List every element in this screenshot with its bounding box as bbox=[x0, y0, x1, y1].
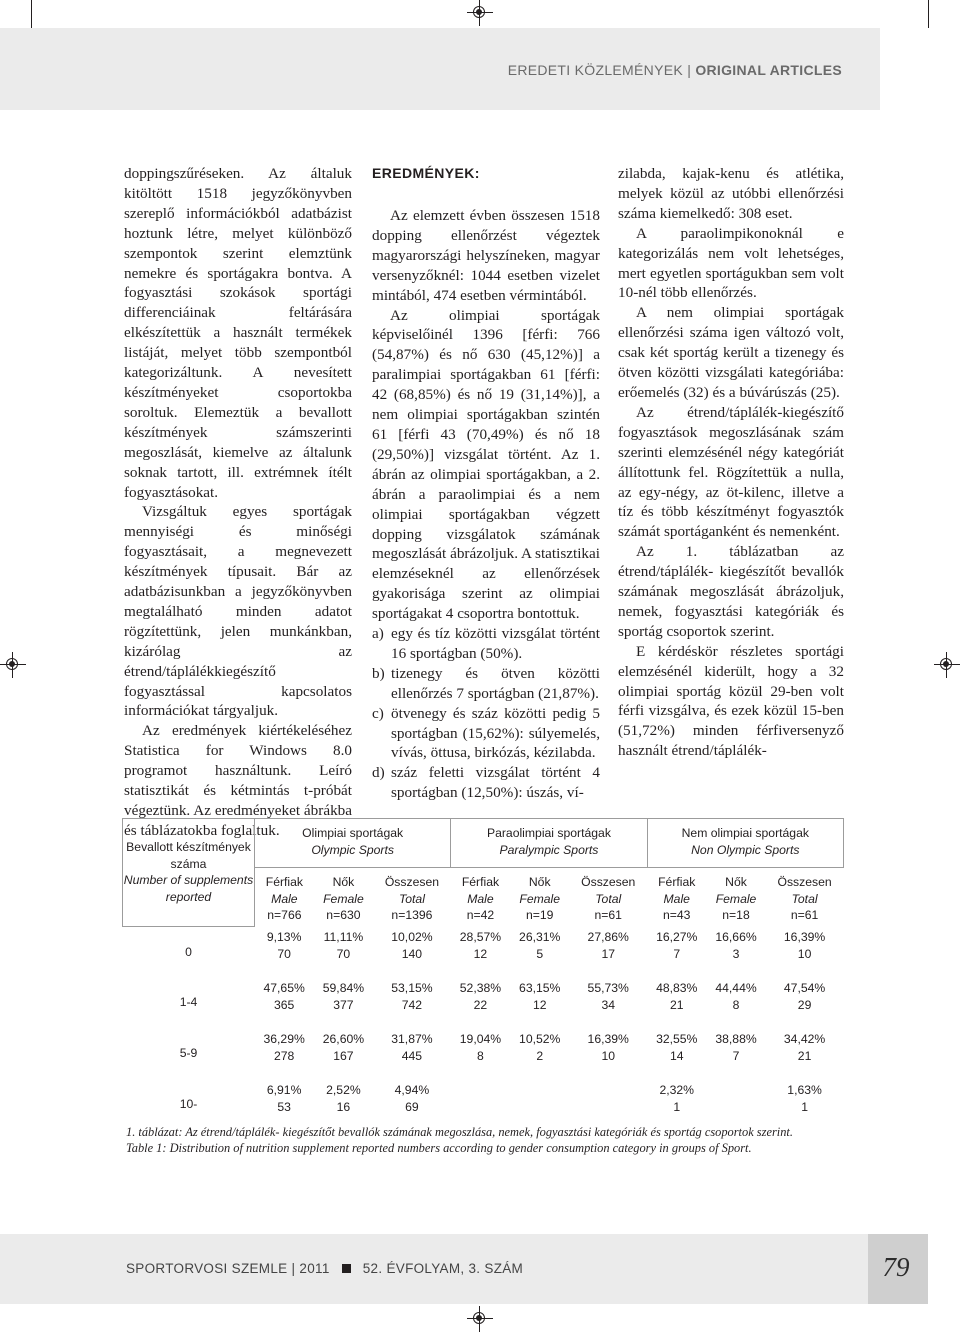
table-cell: 32,55% 14 bbox=[656, 1032, 698, 1063]
table-cell: 26,31% 5 bbox=[519, 930, 561, 961]
paragraph: A paraolimpikonoknál e kategorizálás nem volt lehetséges, mert egyetlen sportágukban sem volt 10-nél több ellenőrzés. bbox=[618, 224, 844, 302]
text-column-3 bbox=[618, 164, 844, 761]
footer-volume: 52. ÉVFOLYAM, 3. SZÁM bbox=[362, 1261, 524, 1276]
table-caption bbox=[126, 1124, 846, 1156]
paragraph: A nem olimpiai sportágak ellenőrzési száma igen változó volt, csak két sportág került a tizenegy és ötven közötti vizsgálati kategóriába: erőemelés (32) és a búvárúszás (25). bbox=[618, 304, 844, 401]
table-subheader-cell: Férfiak Male n=43 bbox=[658, 875, 696, 922]
list-item: a) egy és tíz közötti vizsgálat történt 16 sportágban (50%). bbox=[372, 625, 600, 662]
footer-year: 2011 bbox=[299, 1261, 330, 1276]
table-cell: 59,84% 377 bbox=[322, 981, 365, 1012]
table-cell: 4,94% 69 bbox=[394, 1083, 430, 1114]
table-row-label: 1-4 bbox=[179, 995, 198, 1010]
paragraph: Az elemzett évben összesen 1518 dopping ellenőrzést végeztek magyarországi helyszíneken, magyar versenyzőknél: 1044 esetben vizelet mintából, 474 esetben vérmintából. bbox=[372, 207, 600, 304]
table-cell: 28,57% 12 bbox=[459, 930, 502, 961]
table-row-label: 10- bbox=[179, 1097, 198, 1112]
list-item: b) tizenegy és ötven közötti ellenőrzés 7 sportágban (21,87%). bbox=[372, 664, 600, 702]
table-cell bbox=[706, 1079, 765, 1130]
registration-mark-right bbox=[934, 652, 960, 678]
table-cell: 19,04% 8 bbox=[459, 1032, 502, 1063]
category-list bbox=[372, 624, 600, 803]
table-cell: 44,44% 8 bbox=[715, 981, 757, 1012]
paragraph: Vizsgáltuk egyes sportágak mennyiségi és minőségi fogyasztásait, a megnevezett készítmények típusait. Bár az adatbázisunkban a jegyzőkönyvben megtalálható minden adatot rögzítettünk, jelen munkánkban, kizárólag az étrend/táplálékkiegészítő fogyasztással kapcsolatos információkat tárgyaljuk. bbox=[124, 503, 352, 720]
table-cell: 16,39% 10 bbox=[783, 930, 826, 961]
page-number: 79 bbox=[882, 1252, 910, 1282]
paragraph: Az olimpiai sportágak képviselőinél 1396 [férfi: 766 (54,87%) és nő 630 (45,12%)] a paralimpiai sportágakban 61 [férfi: 42 (68,85%) és nő 19 (31,14%)], a nem olimpiai sportágakban szintén 61 [férfi 43 (70,49%) és nő 18 (29,50%)] vizsgálat történt. Az 1. ábrán az olimpiai sportágakban, a 2. ábrán a paraolimpiai és a nem olimpiai sportágakban végzett dopping vizsgálatok számának megoszlását ábrázoljuk. A statisztikai elemzéseknél az ellenőrzések gyakorisága szerint az olimpiai sportágakat 4 csoportra bontottuk. bbox=[372, 306, 600, 623]
trim-line-left bbox=[31, 0, 32, 28]
table-row-label: 0 bbox=[185, 944, 192, 959]
table-cell: 11,11% 70 bbox=[323, 930, 364, 961]
paragraph: Az étrend/táplálék-kiegészítő fogyasztások megoszlásának szám szerinti elemzésénél négy kategóriát állítottunk fel. Rögzítettük a nulla, az egy-négy, az öt-kilenc, illetve a tíz és több készítményt fogyasztók számát sportáganként és nemenként. bbox=[618, 403, 844, 541]
table-row bbox=[123, 1079, 844, 1130]
list-item: d) száz feletti vizsgálat történt 4 sportágban (12,50%): úszás, ví- bbox=[372, 764, 600, 802]
registration-mark-top bbox=[467, 0, 493, 26]
table-cell: 48,83% 21 bbox=[656, 981, 698, 1012]
table-cell: 38,88% 7 bbox=[715, 1032, 757, 1063]
header-section: EREDETI KÖZLEMÉNYEK bbox=[507, 62, 683, 78]
paragraph: zilabda, kajak-kenu és atlétika, melyek közül az utóbbi ellenőrzési száma kiemelkedő: 308 eset. bbox=[618, 165, 844, 222]
table-subheader-cell: Összesen Total n=61 bbox=[581, 875, 636, 922]
text-column-2 bbox=[372, 164, 600, 803]
paragraph: Az eredmények kiértékeléséhez Statistica for Windows 8.0 programot használtunk. Leíró statisztikát és kétmintás t-próbát végeztünk. Az eredményeket ábrákba és táblázatokba foglaltuk. bbox=[124, 722, 352, 839]
table-group-non-olympic: Nem olimpiai sportágak Non Olympic Sports bbox=[647, 819, 843, 868]
table-group-paralympic: Paraolimpiai sportágak Paralympic Sports bbox=[451, 819, 647, 868]
trim-line-right bbox=[928, 0, 929, 28]
table-corner-header: Bevallott készítmények száma Number of supplements reported bbox=[123, 819, 255, 927]
table-cell: 2,32% 1 bbox=[659, 1083, 695, 1114]
table-row bbox=[123, 926, 844, 977]
table-cell: 1,63% 1 bbox=[787, 1083, 822, 1114]
table-cell: 31,87% 445 bbox=[391, 1032, 433, 1063]
table-cell: 63,15% 12 bbox=[519, 981, 561, 1012]
square-bullet-icon bbox=[342, 1264, 351, 1273]
table-cell: 27,86% 17 bbox=[587, 930, 629, 961]
table-subheader-cell: Összesen Total n=61 bbox=[777, 875, 832, 922]
table-subheader-cell: Nők Female n=18 bbox=[715, 875, 757, 922]
table-row bbox=[123, 977, 844, 1028]
registration-mark-bottom bbox=[467, 1306, 493, 1332]
registration-mark-left bbox=[0, 652, 26, 678]
table-subheader-cell: Nők Female n=630 bbox=[323, 875, 364, 922]
header-separator: | bbox=[687, 62, 692, 78]
table-cell: 16,27% 7 bbox=[656, 930, 698, 961]
table-subheader-cell: Összesen Total n=1396 bbox=[384, 875, 440, 922]
table-row bbox=[123, 1028, 844, 1079]
text-column-1 bbox=[124, 164, 352, 841]
caption-hu: 1. táblázat: Az étrend/táplálék- kiegészítőt bevallók számának megoszlása, nemek, fogyasztási kategóriák és sportág csoportok szerint. bbox=[126, 1125, 793, 1139]
table-cell: 53,15% 742 bbox=[391, 981, 433, 1012]
table-cell: 26,60% 167 bbox=[322, 1032, 365, 1063]
table-cell bbox=[510, 1079, 569, 1130]
table-cell: 10,52% 2 bbox=[519, 1032, 561, 1063]
table-group-header-row bbox=[123, 819, 844, 868]
paragraph: Az 1. táblázatban az étrend/táplálék- kiegészítőt bevallók számának megoszlását ábrázoljuk, nemek, fogyasztási kategóriák és sportág csoportok szerint. bbox=[618, 543, 844, 640]
table-group-olympic: Olimpiai sportágak Olympic Sports bbox=[255, 819, 451, 868]
running-header bbox=[508, 62, 842, 78]
table-cell: 6,91% 53 bbox=[266, 1083, 302, 1114]
table-subheader-cell: Nők Female n=19 bbox=[519, 875, 561, 922]
table-cell: 36,29% 278 bbox=[263, 1032, 305, 1063]
table-cell: 16,39% 10 bbox=[587, 1032, 629, 1063]
list-item: c) ötvenegy és száz közötti pedig 5 sportágban (15,62%): súlyemelés, vívás, öttusa, birkózás, kézilabda. bbox=[372, 704, 600, 762]
paragraph: E kérdéskör részletes sportági elemzésénél kiderült, hogy a 32 olimpiai sportág közül 29-ben volt férfi vizsgálva, és ezek közül 15-ben (51,72%) minden férfiversenyző használt étrend/táplálék- bbox=[618, 642, 844, 760]
table-cell: 47,65% 365 bbox=[263, 981, 305, 1012]
header-section-en: ORIGINAL ARTICLES bbox=[695, 62, 842, 78]
paragraph: doppingszűréseken. Az általuk kitöltött 1518 jegyzőkönyvben szereplő információkból adatbázist hoztunk létre, melyet különböző szempontok szerint elemztünk nemekre és sportágakra bontva. A fogyasztási szokások sportági differenciáinak feltárására elkészítettük a használt termékek listáját, melyet több szempontból kategorizáltunk. A nevesített készítményeket csoportokba soroltuk. Elemeztük a bevallott készítmények számszerinti megoszlását, kiemelve az általunk soknak tartott, ill. extrémnek ítélt fogyasztásokat. bbox=[124, 165, 352, 501]
table-cell: 34,42% 21 bbox=[783, 1032, 826, 1063]
table-cell: 9,13% 70 bbox=[266, 930, 302, 961]
table-cell: 10,02% 140 bbox=[391, 930, 433, 961]
running-footer bbox=[126, 1261, 523, 1276]
table-cell: 55,73% 34 bbox=[587, 981, 629, 1012]
table-cell: 52,38% 22 bbox=[459, 981, 502, 1012]
table-row-label: 5-9 bbox=[179, 1046, 198, 1061]
footer-separator: | bbox=[291, 1261, 296, 1276]
table-cell: 16,66% 3 bbox=[715, 930, 757, 961]
section-heading: EREDMÉNYEK: bbox=[372, 165, 480, 181]
table-subheader-cell: Férfiak Male n=42 bbox=[461, 875, 500, 922]
caption-en: Table 1: Distribution of nutrition supplement reported numbers according to gender consumption category in groups of Sport. bbox=[126, 1141, 752, 1155]
supplements-table bbox=[122, 818, 844, 1130]
table-cell bbox=[451, 1079, 510, 1130]
table-cell: 2,52% 16 bbox=[326, 1083, 361, 1114]
table-cell: 47,54% 29 bbox=[783, 981, 826, 1012]
footer-journal: SPORTORVOSI SZEMLE bbox=[126, 1261, 288, 1276]
table-subheader-cell: Férfiak Male n=766 bbox=[265, 875, 304, 922]
table-cell bbox=[569, 1079, 647, 1130]
